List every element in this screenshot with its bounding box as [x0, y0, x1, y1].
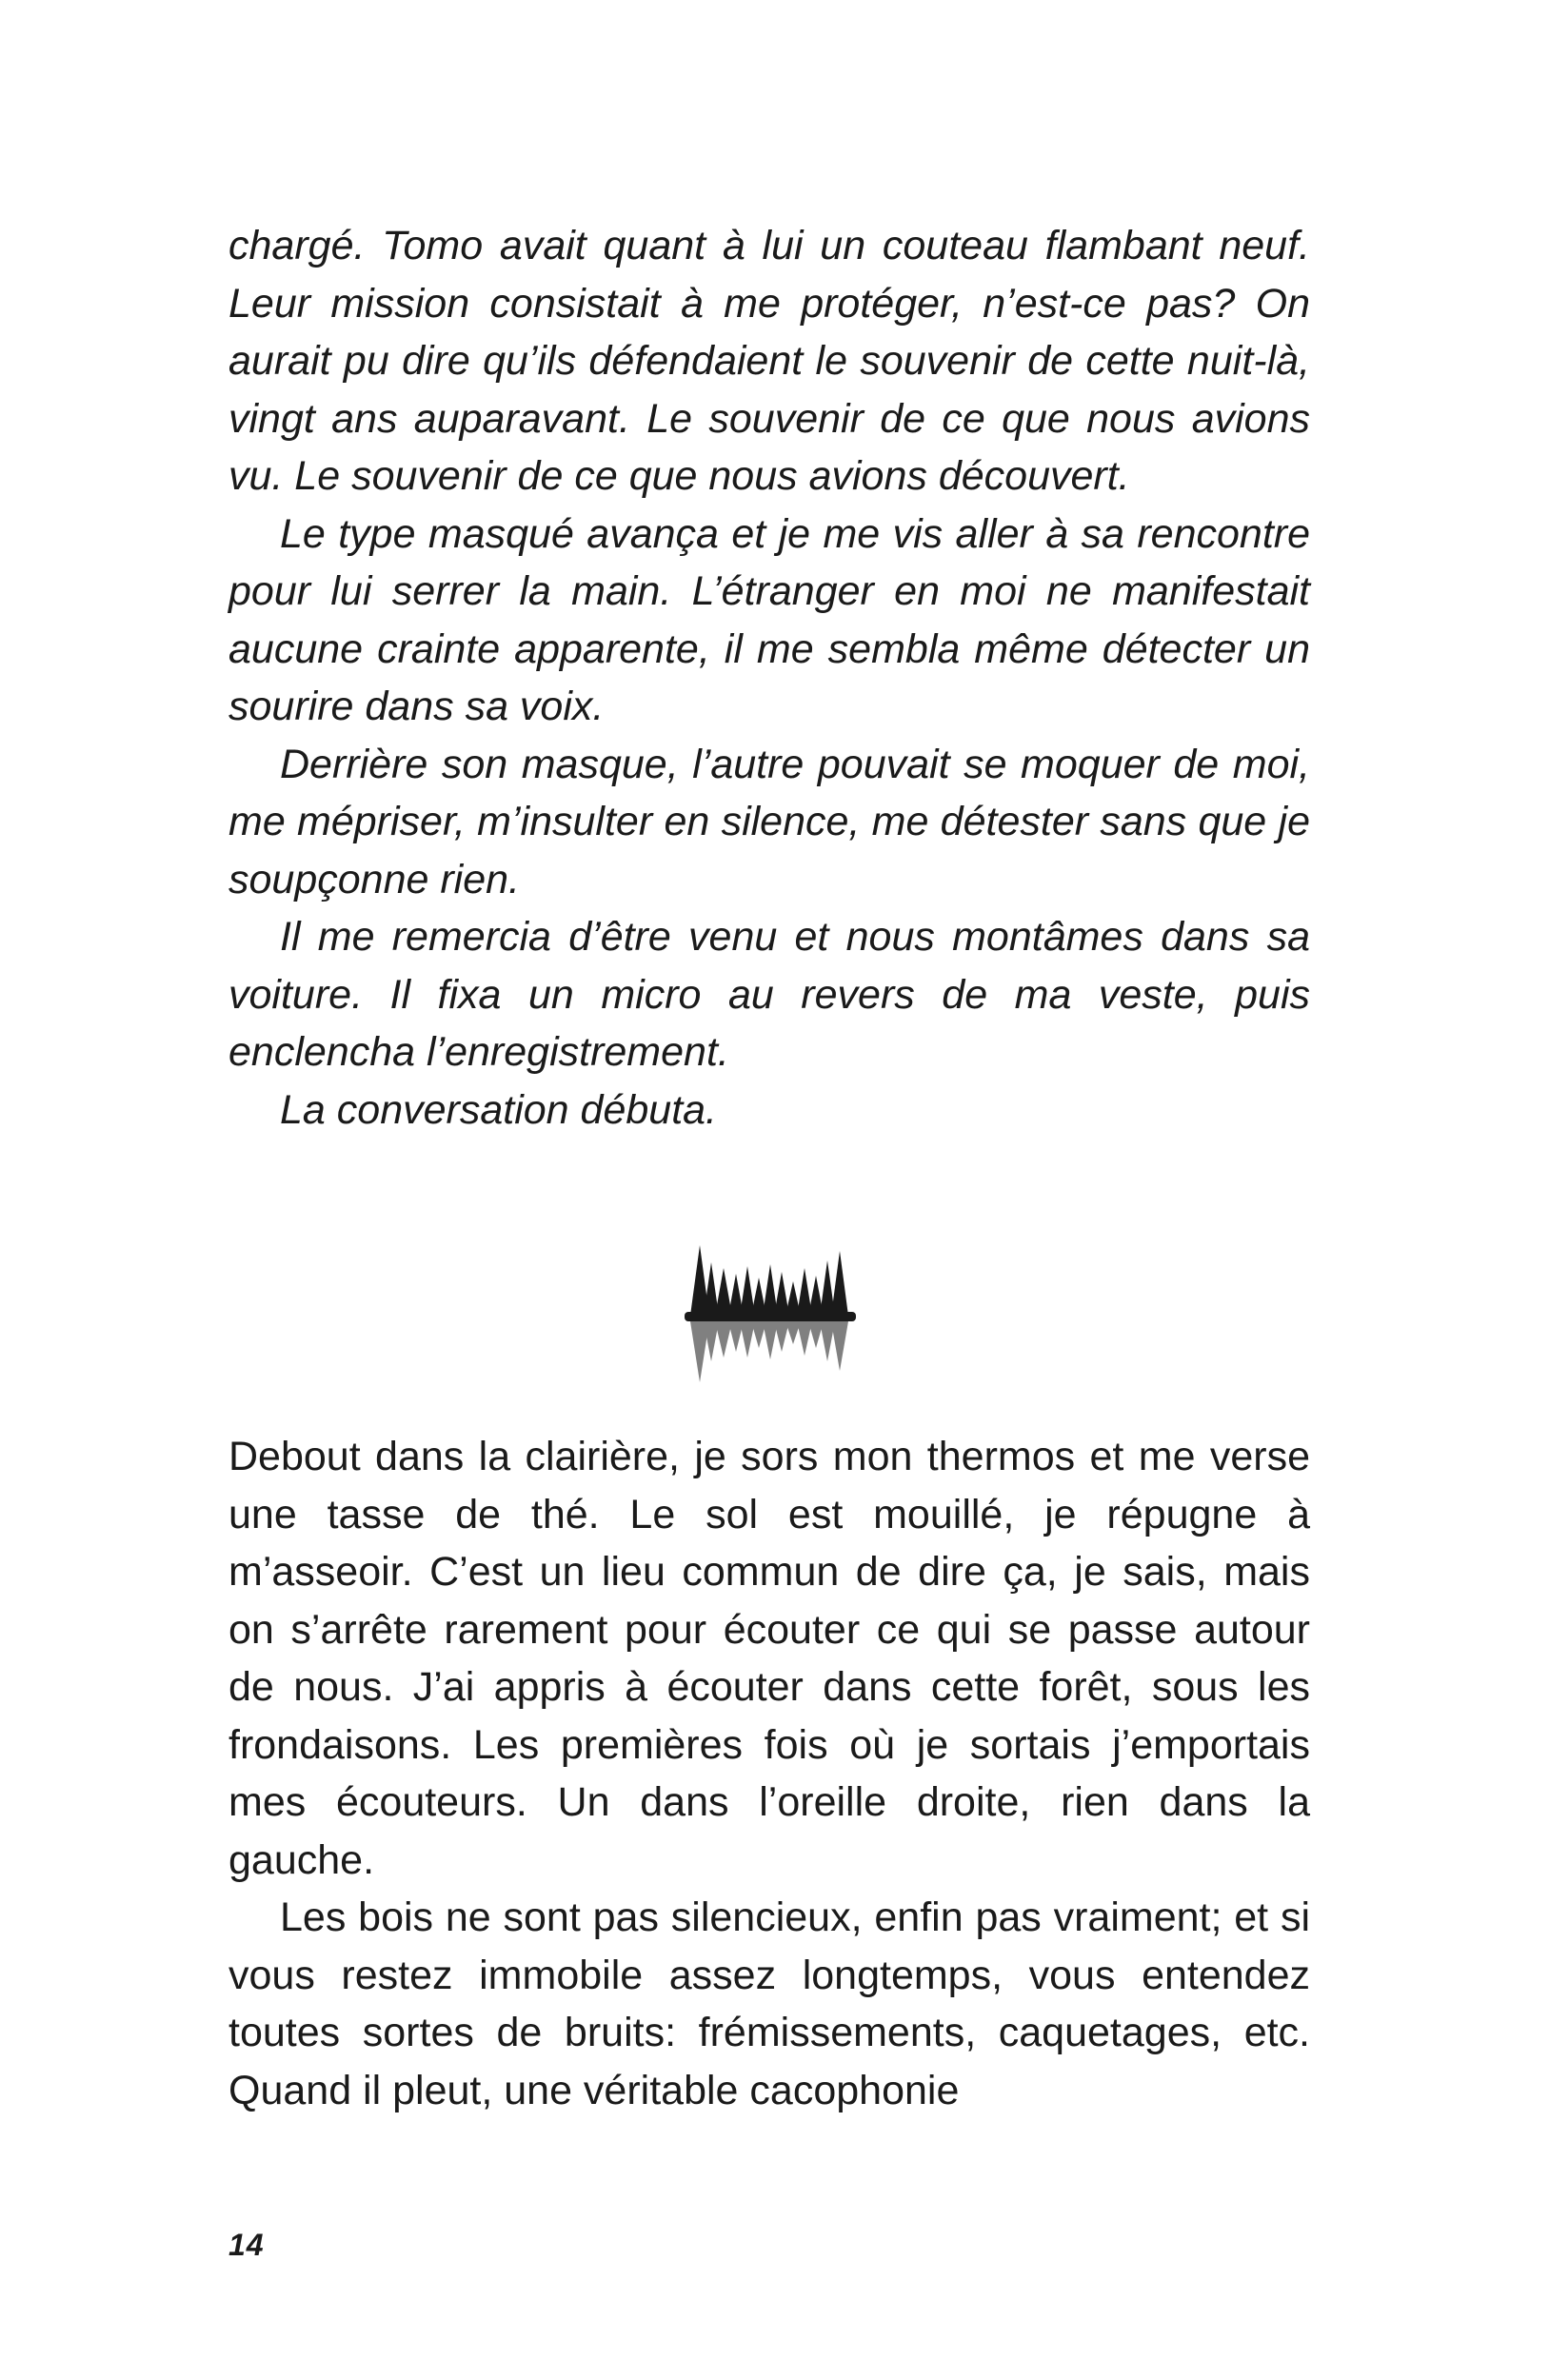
paragraph: Derrière son masque, l’autre pouvait se moquer de moi, me mépriser, m’insulter en silence, me détester sans que je soupçonne rien. [229, 741, 1310, 902]
forest-reflection-icon [671, 1240, 871, 1384]
roman-section [229, 1428, 1310, 2119]
paragraph: Le type masqué avança et je me vis aller à sa rencontre pour lui serrer la main. L’étranger en moi ne manifestait aucune crainte apparente, il me sembla même détecter un sourire dans sa voix. [229, 510, 1310, 729]
paragraph: Debout dans la clairière, je sors mon thermos et me verse une tasse de thé. Le sol est mouillé, je répugne à m’asseoir. C’est un lieu commun de dire ça, je sais, mais on s’arrête rarement pour écouter ce qui se passe autour de nous. J’ai appris à écouter dans cette forêt, sous les frondaisons. Les premières fois où je sortais j’emportais mes écouteurs. Un dans l’oreille droite, rien dans la gauche. [229, 1434, 1310, 1883]
page-number: 14 [229, 2228, 265, 2262]
paragraph: Il me remercia d’être venu et nous montâmes dans sa voiture. Il fixa un micro au revers de ma veste, puis enclencha l’enregistrement. [229, 914, 1310, 1075]
paragraph: chargé. Tomo avait quant à lui un couteau flambant neuf. Leur mission consistait à me protéger, n’est-ce pas? On aurait pu dire qu’ils défendaient le souvenir de cette nuit-là, vingt ans auparavant. Le souvenir de ce que nous avions vu. Le souvenir de ce que nous avions découvert. [229, 223, 1310, 499]
italic-section [229, 217, 1310, 1139]
paragraph: Les bois ne sont pas silencieux, enfin pas vraiment; et si vous restez immobile assez longtemps, vous entendez toutes sortes de bruits: frémissements, caquetages, etc. Quand il pleut, une véritable cacophonie [229, 1894, 1310, 2113]
paragraph: La conversation débuta. [280, 1086, 717, 1133]
